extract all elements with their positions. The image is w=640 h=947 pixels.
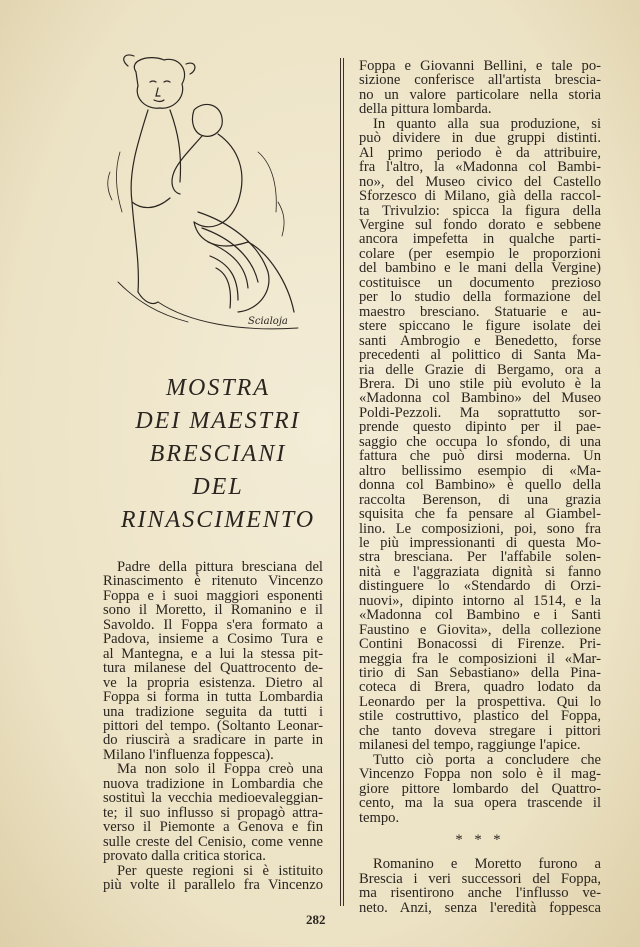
text-line: nità e l'aggraziata dignità si fanno [359, 563, 601, 580]
text-line: neto. Anzi, senza l'eredità foppesca [359, 899, 601, 916]
text-line: tirio di San Sebastiano» della Pina- [359, 665, 601, 682]
paragraph [359, 753, 601, 825]
text-line: Per queste regioni si è istituito [117, 862, 323, 879]
paragraph [103, 762, 323, 863]
text-line: distinguere lo «Stendardo di Orzi- [359, 578, 601, 595]
title-line: MOSTRA [166, 375, 270, 401]
text-line: saggio che occupa lo sfondo, di una [359, 433, 601, 450]
text-line: Romanino e Moretto furono a [373, 856, 601, 873]
paragraph [103, 560, 323, 762]
text-line: Poldi-Pezzoli. Ma soprattutto sor- [359, 404, 601, 421]
text-line: lino. Le composizioni, poi, sono fra [359, 520, 601, 537]
text-line: raccolta Berenson, di una grazia [359, 491, 601, 508]
article-title [100, 372, 336, 537]
text-line: pittori del tempo. (Soltanto Leonar- [103, 717, 323, 734]
text-line: milanesi del tempo, raggiunge l'apice. [359, 737, 581, 754]
text-line: precedenti al polittico di Santa Ma- [359, 347, 601, 364]
paragraph [103, 864, 323, 893]
paragraph [359, 117, 601, 753]
text-line: do riuscirà a sradicare in parte in [103, 732, 323, 749]
text-line: Ma non solo il Foppa creò una [117, 761, 323, 778]
text-line: «Madonna col Bambino» del Museo [359, 390, 601, 407]
text-line: no», del Museo civico del Castello [359, 173, 601, 190]
text-line: costituisce un documento prezioso [359, 274, 601, 291]
text-line: santi Ambrogio e Benedetto, forse [359, 332, 601, 349]
text-line: sulle creste del Cenisio, come venne [103, 833, 323, 850]
text-line: può dividere in due gruppi distinti. [359, 130, 601, 147]
text-line: te; il suo influsso si propagò attra- [103, 804, 323, 821]
text-line: che tanto doveva stregare i pittori [359, 722, 601, 739]
text-line: Al primo periodo è da attribuire, [359, 144, 601, 161]
title-line: BRESCIANI [149, 441, 287, 467]
illustration-sketch [98, 52, 318, 347]
text-line: Vergine sul fondo dorato e sebbene [359, 216, 601, 233]
text-line: Foppa e i suoi maggiori esponenti [103, 587, 323, 604]
illustration-signature: Scialoja [248, 316, 288, 327]
column-divider [340, 58, 341, 906]
text-line: Foppa si forma in tutta Lombardia [103, 689, 323, 706]
text-line: Sforzesco di Milano, già della raccol- [359, 188, 601, 205]
text-line: Contini Bonacossi di Firenze. Pri- [359, 636, 601, 653]
text-line: Vincenzo Foppa non solo è il mag- [359, 766, 601, 783]
text-line: del bambino e le mani della Vergine) [359, 260, 601, 277]
text-line: una tradizione seguita da tutti i [103, 703, 323, 720]
text-line: Brera. Di uno stile più evoluto è la [359, 375, 601, 392]
text-line: Padova, insieme a Cosimo Tura e [103, 631, 323, 648]
text-line: no un valore particolare nella storia [359, 86, 601, 103]
title-line: DEI MAESTRI [135, 408, 301, 434]
text-line: ria delle Grazie di Bergamo, ora a [359, 361, 601, 378]
text-line: giore pittore lombardo del Quattro- [359, 780, 601, 797]
text-line: verso il Piemonte a Genova e fin [103, 819, 323, 836]
text-line: Tutto ciò porta a concludere che [373, 751, 601, 768]
text-line: Padre della pittura bresciana del [117, 559, 323, 575]
left-column [103, 560, 323, 892]
title-line: DEL [192, 474, 244, 500]
text-line: Rinascimento è ritenuto Vincenzo [103, 573, 323, 590]
text-line: cento, ma la sua opera trascende il [359, 795, 601, 812]
text-line: In quanto alla sua produzione, si [373, 115, 601, 132]
text-line: stere spiccano le figure isolate dei [359, 318, 601, 335]
text-line: Milano l'influenza foppesca). [103, 746, 274, 763]
text-line: ma risentirono anche l'influsso ve- [359, 885, 601, 902]
text-line: sizione conferisce all'artista brescia- [359, 72, 601, 89]
text-line: ve la propria esistenza. Dietro al [103, 674, 323, 691]
text-line: ancora impefetta in qualche parti- [359, 231, 601, 248]
text-line: Brescia i veri successori del Foppa, [359, 870, 601, 887]
text-line: sono il Moretto, il Romanino e il [103, 602, 323, 619]
text-line: più volte il parallelo fra Vincenzo [103, 876, 323, 893]
text-line: per lo studio della formazione del [359, 289, 601, 306]
text-line: sostituì la vecchia medioevaleggian- [103, 790, 323, 807]
text-line: meggia fra le composizioni il «Mar- [359, 650, 601, 667]
text-line: le più impressionanti di questa Mo- [359, 534, 601, 551]
text-line: donna col Bambino» è quello della [359, 477, 601, 494]
text-line: Savoldo. Il Foppa s'era formato a [103, 616, 323, 633]
text-line: nuovi», dipinto intorno al 1514, e la [359, 592, 601, 609]
text-line: prende questo dipinto per il pae- [359, 419, 601, 436]
text-line: tempo. [359, 809, 400, 826]
text-line: maestro bresciano. Statuarie e au- [359, 303, 601, 320]
right-column [359, 59, 601, 915]
text-line: provato dalla critica storica. [103, 848, 266, 865]
text-line: nuova tradizione in Lombardia che [103, 775, 323, 792]
text-line: stra bresciana. Per l'affabile solen- [359, 549, 601, 566]
text-line: squisita che fa pensare al Giambel- [359, 506, 601, 523]
text-line: della pittura lombarda. [359, 101, 492, 118]
paragraph [359, 59, 601, 117]
text-line: tura milanese del Quattrocento de- [103, 660, 323, 677]
text-line: altro bellissimo esempio di «Ma- [359, 462, 601, 479]
text-line: al Mantegna, e a lui la stessa pit- [103, 645, 323, 662]
text-line: «Madonna col Bambino e i Santi [359, 607, 601, 624]
text-line: fattura che può dirsi moderna. Un [359, 448, 601, 465]
text-line: colare (per esempio le proporzioni [359, 245, 601, 262]
text-line: Faustino e Giovita», della collezione [359, 621, 601, 638]
text-line: ta Trivulzio: spicca la figura della [359, 202, 601, 219]
text-line: stile costruttivo, plastico del Foppa, [359, 708, 601, 725]
text-line: Foppa e Giovanni Bellini, e tale po- [359, 58, 601, 74]
title-line: RINASCIMENTO [120, 507, 316, 533]
text-line: fra l'altro, la «Madonna col Bambi- [359, 159, 601, 176]
section-separator: * * * [455, 832, 505, 849]
text-line: coteca di Brera, quadro lodato da [359, 679, 601, 696]
text-line: Leonardo per la prospettiva. Qui lo [359, 693, 601, 710]
page-number: 282 [306, 912, 326, 927]
paragraph [359, 857, 601, 915]
